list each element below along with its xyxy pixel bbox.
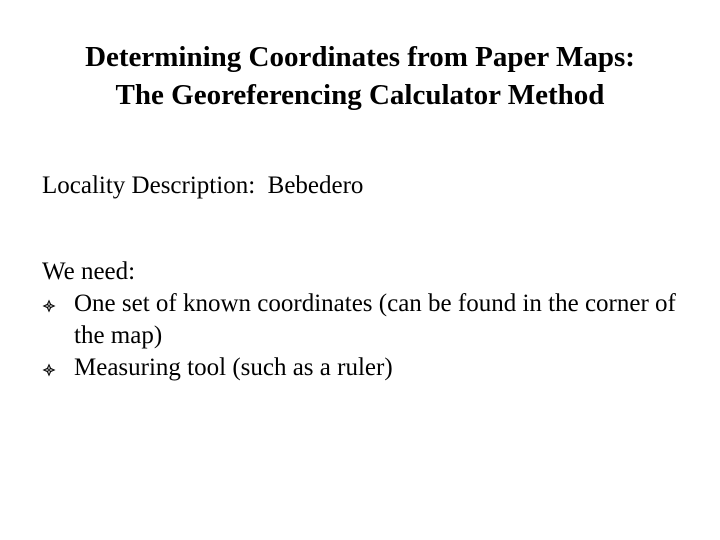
requirements-intro: We need: xyxy=(42,258,136,285)
requirements-list xyxy=(42,288,692,384)
list-item-text: Measuring tool (such as a ruler) xyxy=(74,354,393,381)
locality-description xyxy=(42,170,363,202)
locality-value: Bebedero xyxy=(267,172,364,199)
list-item-text: One set of known coordinates (can be found in the corner of the map) xyxy=(74,290,676,349)
locality-label: Locality Description: xyxy=(42,172,256,199)
list-item xyxy=(42,288,692,352)
slide-title xyxy=(0,38,720,114)
title-line-2: The Georeferencing Calculator Method xyxy=(115,79,605,111)
title-line-1: Determining Coordinates from Paper Maps: xyxy=(85,41,635,73)
list-item xyxy=(42,352,692,384)
diamond-bullet-icon xyxy=(42,363,56,377)
requirements-block xyxy=(42,256,692,384)
diamond-bullet-icon xyxy=(42,299,56,313)
